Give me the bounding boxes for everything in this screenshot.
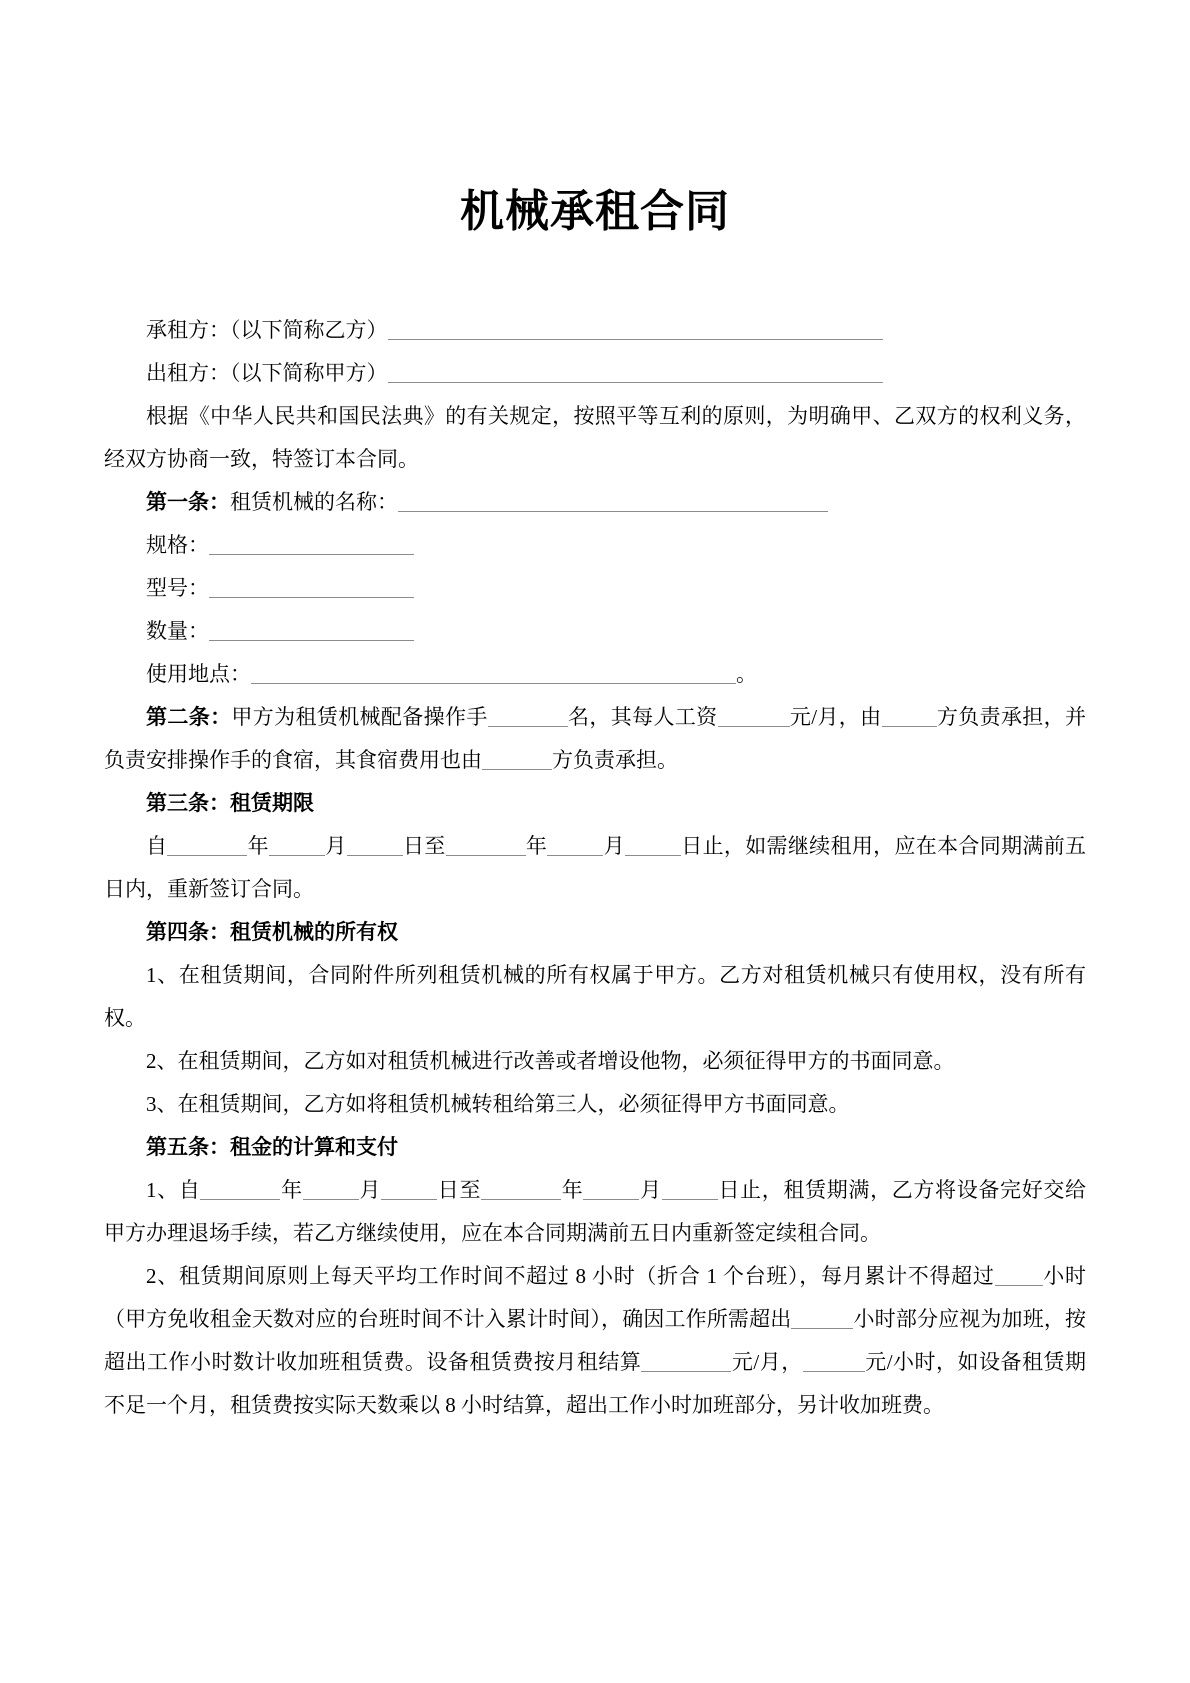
text-run: 日至: [437, 1177, 482, 1202]
fill-in-blank: [209, 639, 414, 641]
fill-in-blank: [388, 381, 883, 383]
clause-heading-text: 第四条：租赁机械的所有权: [146, 919, 398, 944]
document-title: 机械承租合同: [460, 187, 730, 236]
fill-in-blank: [803, 1370, 865, 1372]
usage-location-line: [104, 653, 1086, 696]
text-run: 年: [280, 1177, 303, 1202]
clause-2-operators: [104, 696, 1086, 782]
fill-in-blank: [388, 338, 883, 340]
text-run: 月: [639, 1177, 662, 1202]
text-run: 月: [324, 833, 347, 858]
clause-heading-text: 第五条：租金的计算和支付: [146, 1134, 398, 1159]
text-run: 元/月，由: [789, 704, 882, 729]
text-run: 小时部分应视为加班，按超出工作小时数计收加班租赁费。设备租赁费按月租结算: [104, 1306, 1086, 1374]
clause-heading-text: 第二条：: [146, 704, 232, 729]
text-run: 元/小时，如设备租赁期不足一个月，租赁费按实际天数乘以 8 小时结算，超出工作小时加班部分，另计收加班费。: [104, 1349, 1086, 1417]
clause-4-heading: [104, 911, 1086, 954]
text-run: 。: [736, 661, 757, 686]
clause-5-heading: [104, 1126, 1086, 1169]
clause-4-item-1: [104, 954, 1086, 1040]
text-run: 日止，如需继续租用，应在本合同期满前五日内，重新签订合同。: [104, 833, 1087, 901]
text-run: 规格：: [146, 532, 209, 557]
text-run: 数量：: [146, 618, 209, 643]
text-run: 2、租赁期间原则上每天平均工作时间不超过 8 小时（折合 1 个台班），每月累计不得超过: [146, 1263, 995, 1288]
text-run: 自: [146, 833, 168, 858]
quantity-line: [104, 610, 1086, 653]
fill-in-blank: [718, 725, 790, 727]
clause-4-item-3: [104, 1083, 1086, 1126]
text-run: 出租方：（以下简称甲方）: [146, 360, 388, 385]
fill-in-blank: [167, 854, 247, 856]
fill-in-blank: [481, 1198, 561, 1200]
text-run: 1、在租赁期间，合同附件所列租赁机械的所有权属于甲方。乙方对租赁机械只有使用权，没有所有权。: [104, 962, 1086, 1030]
text-run: 方负责承担。: [552, 747, 678, 772]
fill-in-blank: [251, 682, 736, 684]
fill-in-blank: [398, 510, 828, 512]
model-line: [104, 567, 1086, 610]
clause-3-heading: [104, 782, 1086, 825]
fill-in-blank: [446, 854, 526, 856]
party-lessor-line: [104, 352, 1086, 395]
fill-in-blank: [347, 854, 403, 856]
fill-in-blank: [381, 1198, 437, 1200]
text-run: 年: [561, 1177, 584, 1202]
party-lessee-line: [104, 309, 1086, 352]
preamble: [104, 395, 1086, 481]
fill-in-blank: [641, 1370, 731, 1372]
clause-heading-text: 第一条：: [146, 489, 230, 514]
fill-in-blank: [488, 725, 568, 727]
text-run: 日至: [402, 833, 446, 858]
text-run: 甲方为租赁机械配备操作手: [231, 704, 488, 729]
fill-in-blank: [791, 1327, 853, 1329]
text-run: 租赁机械的名称：: [230, 489, 398, 514]
clause-5-item-1: [104, 1169, 1086, 1255]
text-run: 年: [525, 833, 548, 858]
text-run: 型号：: [146, 575, 209, 600]
fill-in-blank: [482, 768, 552, 770]
text-run: 根据《中华人民共和国民法典》的有关规定，按照平等互利的原则，为明确甲、乙双方的权利义务，经双方协商一致，特签订本合同。: [104, 403, 1086, 471]
clause-5-item-2: [104, 1255, 1086, 1427]
text-run: 元/月，: [731, 1349, 803, 1374]
clause-1-machine-name: [104, 481, 1086, 524]
text-run: 月: [358, 1177, 382, 1202]
fill-in-blank: [547, 854, 603, 856]
fill-in-blank: [269, 854, 325, 856]
text-run: 方负责承担，并负责安排操作手的食宿，其食宿费用也由: [104, 704, 1087, 772]
fill-in-blank: [583, 1198, 639, 1200]
text-run: 月: [603, 833, 625, 858]
fill-in-blank: [995, 1284, 1043, 1286]
fill-in-blank: [209, 596, 414, 598]
fill-in-blank: [625, 854, 681, 856]
contract-body: [104, 309, 1086, 1427]
text-run: 2、在租赁期间，乙方如对租赁机械进行改善或者增设他物，必须征得甲方的书面同意。: [146, 1048, 955, 1073]
text-run: 年: [247, 833, 269, 858]
fill-in-blank: [209, 553, 414, 555]
spec-line: [104, 524, 1086, 567]
clause-3-term: [104, 825, 1086, 911]
text-run: 3、在租赁期间，乙方如将租赁机械转租给第三人，必须征得甲方书面同意。: [146, 1091, 850, 1116]
fill-in-blank: [882, 725, 937, 727]
fill-in-blank: [200, 1198, 280, 1200]
text-run: 小时（甲方免收租金天数对应的台班时间不计入累计时间），确因工作所需超出: [104, 1263, 1087, 1331]
clause-4-item-2: [104, 1040, 1086, 1083]
text-run: 使用地点：: [146, 661, 251, 686]
text-run: 1、自: [146, 1177, 201, 1202]
clause-heading-text: 第三条：租赁期限: [146, 790, 314, 815]
fill-in-blank: [303, 1198, 359, 1200]
fill-in-blank: [662, 1198, 718, 1200]
text-run: 日止，租赁期满，乙方将设备完好交给甲方办理退场手续，若乙方继续使用，应在本合同期满前五日内重新签定续租合同。: [104, 1177, 1087, 1245]
text-run: 名，其每人工资: [567, 704, 718, 729]
text-run: 承租方：（以下简称乙方）: [146, 317, 388, 342]
